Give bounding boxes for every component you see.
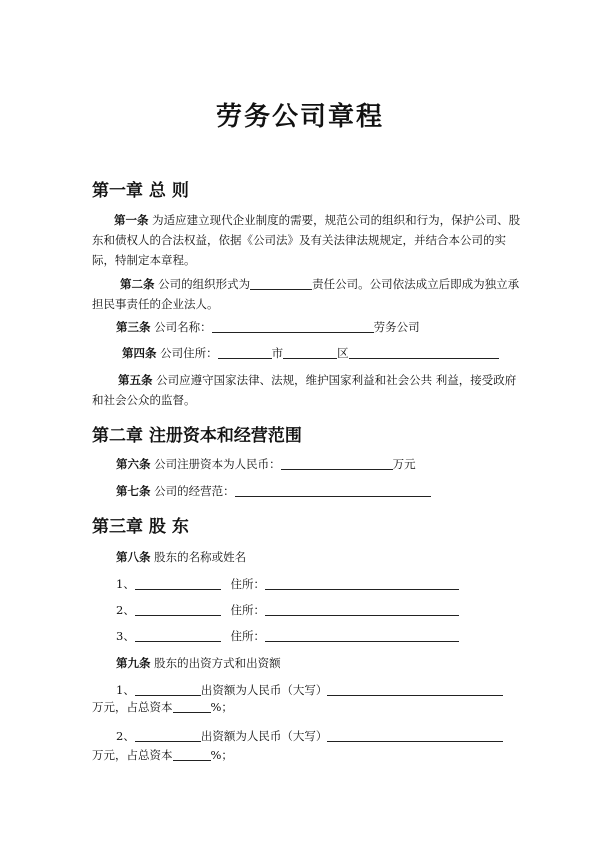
contribution-2-text-a: 出资额为人民币（大写）	[200, 729, 328, 743]
article-9	[116, 653, 281, 673]
article-6-text-a: 公司注册资本为人民币：	[154, 457, 281, 471]
article-9-text: 股东的出资方式和出资额	[154, 656, 281, 670]
article-5-label: 第五条	[118, 373, 153, 387]
article-2-label: 第二条	[120, 277, 155, 291]
shareholder-3-name-blank	[135, 629, 221, 642]
article-6	[116, 454, 416, 474]
org-form-blank	[250, 277, 312, 290]
article-4-label: 第四条	[122, 346, 157, 360]
article-2-text-b: 责任公司。公司依法成立后即成为独立承担民事责任的企业法人。	[92, 277, 520, 311]
contribution-2-line-a	[116, 726, 503, 746]
article-7-text-a: 公司的经营范：	[154, 484, 235, 498]
contribution-1-line-b	[92, 697, 233, 717]
article-3-text-b: 劳务公司	[373, 320, 420, 334]
business-scope-blank	[235, 484, 431, 497]
contribution-2-name-blank	[135, 729, 201, 742]
article-7	[116, 481, 431, 501]
contribution-1-text-b: 万元，占总资本	[92, 700, 173, 714]
document-title: 劳务公司章程	[215, 102, 384, 132]
shareholder-2-addr-label: 住所：	[230, 603, 265, 617]
article-7-label: 第七条	[116, 484, 151, 498]
shareholder-3-num: 3、	[116, 629, 135, 643]
shareholder-3-addr-label: 住所：	[230, 629, 265, 643]
article-3-label: 第三条	[116, 320, 151, 334]
shareholder-3-addr-blank	[265, 629, 459, 642]
shareholder-2-num: 2、	[116, 603, 135, 617]
contribution-2-text-b: 万元，占总资本	[92, 748, 173, 762]
article-8-label: 第八条	[116, 550, 151, 564]
capital-blank	[281, 457, 393, 470]
article-8	[116, 547, 246, 567]
contribution-1-amount-blank	[327, 683, 503, 696]
article-2-text-a: 公司的组织形式为	[158, 277, 251, 291]
contribution-1-percent-blank	[173, 700, 211, 713]
shareholder-1-num: 1、	[116, 577, 135, 591]
shareholder-1-addr-label: 住所：	[230, 577, 265, 591]
article-3-text-a: 公司名称：	[154, 320, 212, 334]
article-2	[92, 274, 522, 314]
district-blank	[283, 346, 337, 359]
article-1-text: 为适应建立现代企业制度的需要，规范公司的组织和行为，保护公司、股东和债权人的合法权益，依据《公司法》及有关法律法规规定，并结合本公司的实际，特制定本章程。	[92, 213, 521, 267]
article-1-label: 第一条	[114, 213, 149, 227]
city-blank	[218, 346, 272, 359]
contribution-1-num: 1、	[116, 683, 135, 697]
article-6-text-b: 万元	[392, 457, 416, 471]
contribution-1-text-c: %；	[210, 700, 233, 714]
article-4-district: 区	[337, 346, 349, 360]
shareholder-line-2	[116, 600, 459, 620]
article-5-text: 公司应遵守国家法律、法规，维护国家利益和社会公共 利益，接受政府和社会公众的监督。	[92, 373, 517, 407]
shareholder-1-name-blank	[135, 577, 221, 590]
shareholder-line-3	[116, 626, 459, 646]
article-8-text: 股东的名称或姓名	[154, 550, 247, 564]
article-4-city: 市	[271, 346, 284, 360]
shareholder-2-addr-blank	[265, 603, 459, 616]
contribution-2-num: 2、	[116, 729, 135, 743]
contribution-1-text-a: 出资额为人民币（大写）	[200, 683, 328, 697]
article-3	[116, 317, 420, 337]
chapter-1-heading: 第一章 总 则	[92, 181, 189, 201]
contribution-2-line-b	[92, 745, 233, 765]
article-4-text-a: 公司住所：	[160, 346, 218, 360]
contribution-2-text-c: %；	[210, 748, 233, 762]
chapter-3-heading: 第三章 股 东	[92, 517, 189, 537]
article-6-label: 第六条	[116, 457, 151, 471]
chapter-2-heading: 第二章 注册资本和经营范围	[92, 426, 302, 446]
address-blank	[349, 346, 499, 359]
article-4	[122, 343, 499, 363]
article-1	[92, 210, 522, 270]
shareholder-1-addr-blank	[265, 577, 459, 590]
article-5	[92, 370, 522, 410]
contribution-1-name-blank	[135, 683, 201, 696]
shareholder-line-1	[116, 574, 459, 594]
contribution-2-percent-blank	[173, 748, 211, 761]
shareholder-2-name-blank	[135, 603, 221, 616]
article-9-label: 第九条	[116, 656, 151, 670]
company-name-blank	[212, 320, 374, 333]
contribution-2-amount-blank	[327, 729, 503, 742]
